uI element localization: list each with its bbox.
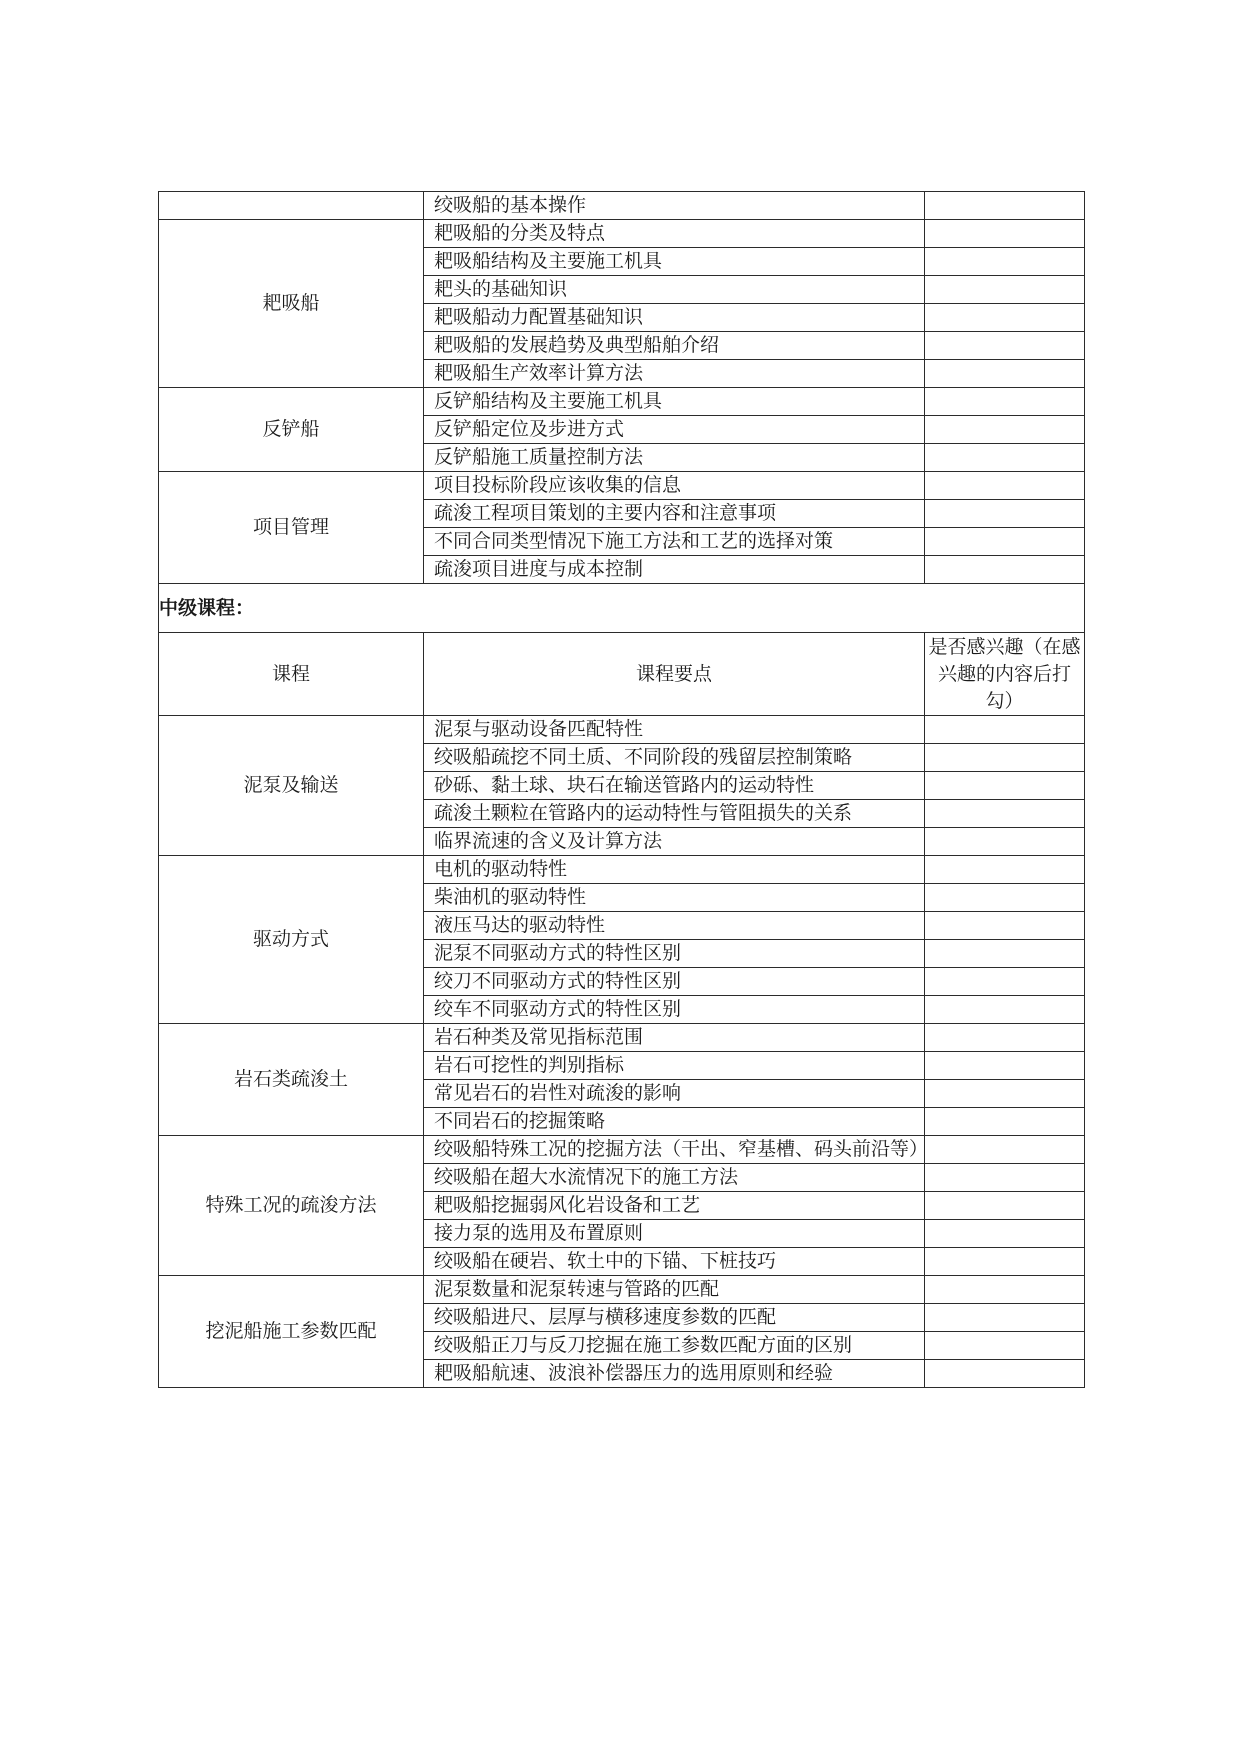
course-point-cell: 泥泵数量和泥泵转速与管路的匹配	[424, 1276, 925, 1304]
section-heading-row	[159, 584, 1085, 633]
table-row	[159, 1276, 1085, 1304]
section-title: 中级课程：	[159, 584, 1085, 633]
interest-checkbox-cell[interactable]	[925, 556, 1085, 584]
interest-checkbox-cell[interactable]	[925, 800, 1085, 828]
course-point-cell: 泥泵不同驱动方式的特性区别	[424, 940, 925, 968]
course-point-cell: 绞车不同驱动方式的特性区别	[424, 996, 925, 1024]
course-point-cell: 反铲船定位及步进方式	[424, 416, 925, 444]
interest-checkbox-cell[interactable]	[925, 304, 1085, 332]
table-row	[159, 716, 1085, 744]
column-header-row	[159, 633, 1085, 716]
course-point-cell: 疏浚项目进度与成本控制	[424, 556, 925, 584]
table-row	[159, 220, 1085, 248]
course-point-cell: 电机的驱动特性	[424, 856, 925, 884]
course-point-cell: 临界流速的含义及计算方法	[424, 828, 925, 856]
table-row	[159, 856, 1085, 884]
interest-checkbox-cell[interactable]	[925, 1332, 1085, 1360]
interest-checkbox-cell[interactable]	[925, 856, 1085, 884]
interest-checkbox-cell[interactable]	[925, 744, 1085, 772]
interest-checkbox-cell[interactable]	[925, 1136, 1085, 1164]
interest-checkbox-cell[interactable]	[925, 276, 1085, 304]
course-point-cell: 耙吸船航速、波浪补偿器压力的选用原则和经验	[424, 1360, 925, 1388]
course-point-cell: 液压马达的驱动特性	[424, 912, 925, 940]
course-point-cell: 绞吸船特殊工况的挖掘方法（干出、窄基槽、码头前沿等）	[424, 1136, 925, 1164]
interest-checkbox-cell[interactable]	[925, 1220, 1085, 1248]
course-point-cell: 接力泵的选用及布置原则	[424, 1220, 925, 1248]
points-header: 课程要点	[424, 633, 925, 716]
interest-checkbox-cell[interactable]	[925, 772, 1085, 800]
course-point-cell: 绞吸船疏挖不同土质、不同阶段的残留层控制策略	[424, 744, 925, 772]
interest-checkbox-cell[interactable]	[925, 1304, 1085, 1332]
course-point-cell: 绞吸船在超大水流情况下的施工方法	[424, 1164, 925, 1192]
interest-checkbox-cell[interactable]	[925, 1276, 1085, 1304]
interest-checkbox-cell[interactable]	[925, 192, 1085, 220]
course-name-cell: 驱动方式	[159, 856, 424, 1024]
course-point-cell: 不同合同类型情况下施工方法和工艺的选择对策	[424, 528, 925, 556]
interest-checkbox-cell[interactable]	[925, 1080, 1085, 1108]
table-row	[159, 1136, 1085, 1164]
course-point-cell: 耙吸船动力配置基础知识	[424, 304, 925, 332]
interest-checkbox-cell[interactable]	[925, 500, 1085, 528]
course-point-cell: 项目投标阶段应该收集的信息	[424, 472, 925, 500]
interest-checkbox-cell[interactable]	[925, 1108, 1085, 1136]
course-point-cell: 绞吸船进尺、层厚与横移速度参数的匹配	[424, 1304, 925, 1332]
interest-checkbox-cell[interactable]	[925, 884, 1085, 912]
interest-checkbox-cell[interactable]	[925, 1248, 1085, 1276]
course-header: 课程	[159, 633, 424, 716]
course-point-cell: 泥泵与驱动设备匹配特性	[424, 716, 925, 744]
table-row	[159, 1024, 1085, 1052]
course-name-cell: 耙吸船	[159, 220, 424, 388]
course-name-cell: 反铲船	[159, 388, 424, 472]
course-point-cell: 常见岩石的岩性对疏浚的影响	[424, 1080, 925, 1108]
interest-header: 是否感兴趣（在感兴趣的内容后打勾）	[925, 633, 1085, 716]
interest-checkbox-cell[interactable]	[925, 528, 1085, 556]
interest-checkbox-cell[interactable]	[925, 388, 1085, 416]
interest-checkbox-cell[interactable]	[925, 472, 1085, 500]
interest-checkbox-cell[interactable]	[925, 996, 1085, 1024]
course-name-cell: 项目管理	[159, 472, 424, 584]
interest-checkbox-cell[interactable]	[925, 716, 1085, 744]
course-point-cell: 绞吸船正刀与反刀挖掘在施工参数匹配方面的区别	[424, 1332, 925, 1360]
course-point-cell: 反铲船结构及主要施工机具	[424, 388, 925, 416]
interest-checkbox-cell[interactable]	[925, 220, 1085, 248]
course-point-cell: 耙吸船生产效率计算方法	[424, 360, 925, 388]
table-row	[159, 472, 1085, 500]
course-interest-table	[158, 191, 1085, 1388]
table-row	[159, 192, 1085, 220]
interest-checkbox-cell[interactable]	[925, 332, 1085, 360]
interest-checkbox-cell[interactable]	[925, 828, 1085, 856]
interest-checkbox-cell[interactable]	[925, 248, 1085, 276]
course-point-cell: 耙吸船的分类及特点	[424, 220, 925, 248]
interest-checkbox-cell[interactable]	[925, 1360, 1085, 1388]
interest-checkbox-cell[interactable]	[925, 968, 1085, 996]
interest-checkbox-cell[interactable]	[925, 1164, 1085, 1192]
course-point-cell: 绞吸船的基本操作	[424, 192, 925, 220]
interest-checkbox-cell[interactable]	[925, 444, 1085, 472]
course-name-cell: 挖泥船施工参数匹配	[159, 1276, 424, 1388]
course-name-cell: 特殊工况的疏浚方法	[159, 1136, 424, 1276]
course-point-cell: 疏浚工程项目策划的主要内容和注意事项	[424, 500, 925, 528]
course-point-cell: 砂砾、黏土球、块石在输送管路内的运动特性	[424, 772, 925, 800]
course-point-cell: 柴油机的驱动特性	[424, 884, 925, 912]
course-point-cell: 不同岩石的挖掘策略	[424, 1108, 925, 1136]
interest-checkbox-cell[interactable]	[925, 416, 1085, 444]
course-name-cell	[159, 192, 424, 220]
course-point-cell: 耙吸船结构及主要施工机具	[424, 248, 925, 276]
course-point-cell: 岩石种类及常见指标范围	[424, 1024, 925, 1052]
course-point-cell: 绞吸船在硬岩、软土中的下锚、下桩技巧	[424, 1248, 925, 1276]
course-point-cell: 耙吸船挖掘弱风化岩设备和工艺	[424, 1192, 925, 1220]
interest-checkbox-cell[interactable]	[925, 940, 1085, 968]
interest-checkbox-cell[interactable]	[925, 912, 1085, 940]
interest-checkbox-cell[interactable]	[925, 1024, 1085, 1052]
interest-checkbox-cell[interactable]	[925, 1052, 1085, 1080]
table-row	[159, 388, 1085, 416]
course-point-cell: 反铲船施工质量控制方法	[424, 444, 925, 472]
interest-checkbox-cell[interactable]	[925, 360, 1085, 388]
interest-checkbox-cell[interactable]	[925, 1192, 1085, 1220]
course-point-cell: 岩石可挖性的判别指标	[424, 1052, 925, 1080]
course-point-cell: 耙吸船的发展趋势及典型船舶介绍	[424, 332, 925, 360]
course-point-cell: 耙头的基础知识	[424, 276, 925, 304]
course-point-cell: 绞刀不同驱动方式的特性区别	[424, 968, 925, 996]
course-name-cell: 岩石类疏浚土	[159, 1024, 424, 1136]
course-name-cell: 泥泵及输送	[159, 716, 424, 856]
course-point-cell: 疏浚土颗粒在管路内的运动特性与管阻损失的关系	[424, 800, 925, 828]
